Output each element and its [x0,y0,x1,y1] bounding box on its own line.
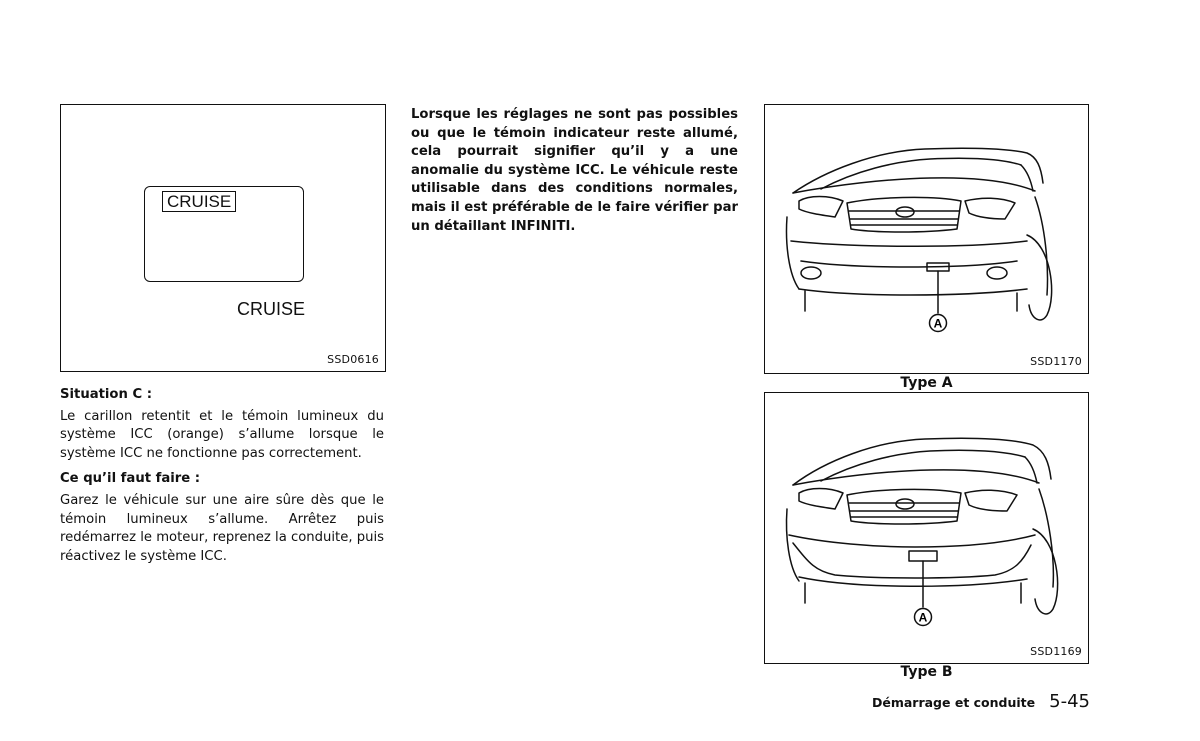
page-number: 5-45 [1049,691,1090,712]
anomaly-text: Lorsque les réglages ne sont pas possibles ou que le témoin indicateur reste allumé, cela pourrait signifier qu’il y a une anomalie du système ICC. Le véhicule reste utilisable dans des conditions normales, mais il est préférable de le faire vérifier par un détaillant INFINITI. [411,107,738,234]
action-heading: Ce qu’il faut faire : [60,471,201,487]
figure-code: SSD1170 [1030,355,1082,368]
middle-column [411,106,738,236]
caption-type-a: Type A [900,375,953,391]
figure-type-a [764,104,1089,374]
car-front-type-a-illustration [765,105,1087,371]
marker-a-label: A [918,610,928,625]
left-column [60,386,384,573]
figure-code: SSD1169 [1030,645,1082,658]
situation-heading: Situation C : [60,387,153,402]
car-front-type-b-illustration [765,393,1087,661]
footer-section-title: Démarrage et conduite [871,695,1036,710]
caption-type-b: Type B [900,664,953,680]
cruise-display-label: CRUISE [162,191,236,212]
situation-text: Le carillon retentit et le témoin lumineux du système ICC (orange) s’allume lorsque le système ICC ne fonctionne pas correctement. [60,408,384,461]
figure-type-b [764,392,1089,664]
figure-cruise-indicator [60,104,386,372]
marker-a-label: A [933,316,943,331]
cruise-display-panel [144,186,304,282]
cruise-indicator-label: CRUISE [237,299,306,319]
action-text: Garez le véhicule sur une aire sûre dès que le témoin lumineux s’allume. Arrêtez puis redémarrez le moteur, reprenez la conduite, puis réactivez le système ICC. [60,492,384,564]
figure-code: SSD0616 [327,353,379,366]
page-footer [872,691,1090,712]
